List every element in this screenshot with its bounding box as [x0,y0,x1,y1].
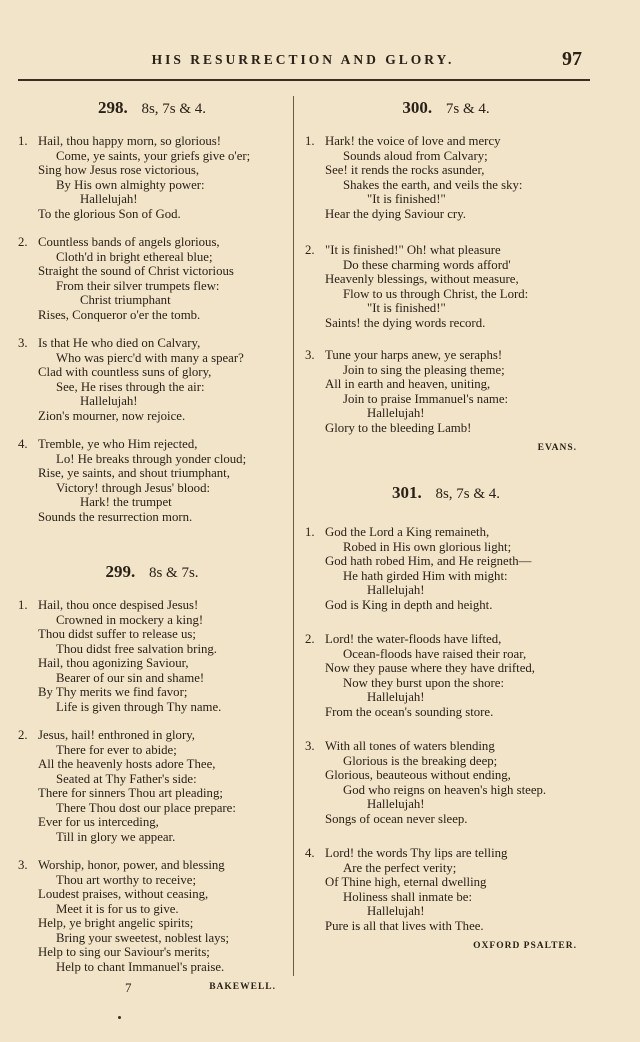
stanza-number: 4. [18,437,28,451]
stanza [18,728,286,844]
verse-line: Rises, Conqueror o'er the tomb. [38,307,201,322]
running-head [0,48,640,76]
verse-line: Hallelujah! [80,192,138,206]
verse-line: There for sinners Thou art pleading; [38,786,223,800]
verse-line: 1. Hail, thou once despised Jesus! [18,598,199,612]
verse-line: Sounds the resurrection morn. [38,509,193,524]
verse-line: "It is finished!" [367,301,446,315]
verse-line: Rise, ye saints, and shout triumphant, [38,466,230,480]
verse-line: 1. Hail, thou happy morn, so glorious! [18,134,222,148]
verse-line: Hallelujah! [367,583,425,597]
hymn-298 [18,96,286,524]
stanza [18,437,286,524]
verse-line: Cloth'd in bright ethereal blue; [56,249,213,264]
verse-line: By Thy merits we find favor; [38,685,188,699]
verse-line: Sing how Jesus rose victorious, [38,163,200,177]
stanza-number: 3. [18,858,28,872]
verse-line: Crowned in mockery a king! [56,612,204,627]
verse-line: Glorious, beauteous without ending, [325,768,511,782]
stanza [305,243,587,330]
verse-line: 3. Is that He who died on Calvary, [18,336,201,350]
hymn-header [18,560,286,584]
verse-line: Meet it is for us to give. [56,901,179,916]
verse-line: 3. Worship, honor, power, and blessing [18,858,225,872]
verse-line: See, He rises through the air: [56,379,205,394]
hymn-meter: 8s, 7s & 4. [435,486,501,502]
stanza-number: 3. [305,348,315,362]
verse-line: Heavenly blessings, without measure, [325,272,519,286]
verse-line: Clad with countless suns of glory, [38,365,212,379]
verse-line: Hail, thou agonizing Saviour, [38,656,189,670]
stanza [18,858,286,974]
hymn-300 [305,96,587,453]
stanza-number: 3. [18,336,28,350]
stanza-number: 1. [305,134,315,148]
stanza [305,846,587,933]
verse-line: Hear the dying Saviour cry. [325,206,466,221]
author-credit: OXFORD PSALTER. [473,941,577,951]
left-column [18,96,286,992]
verse-line: Bearer of our sin and shame! [56,670,205,685]
hymn-301 [305,481,587,951]
stanza [305,348,587,435]
verse-line: Now they burst upon the shore: [343,675,505,690]
hymn-meter: 7s & 4. [445,101,490,117]
hymn-header [305,96,587,120]
verse-line: 1. God the Lord a King remaineth, [305,525,490,539]
verse-line: Thou art worthy to receive; [56,872,197,887]
verse-line: Till in glory we appear. [56,829,176,844]
stanza-number: 1. [18,598,28,612]
ink-speck [118,1016,121,1019]
stanza-number: 2. [305,243,315,257]
stanza-number: 1. [305,525,315,539]
verse-line: Bring your sweetest, noblest lays; [56,930,230,945]
hymn-meter: 8s & 7s. [148,565,199,581]
verse-line: Saints! the dying words record. [325,315,486,330]
verse-line: Glory to the bleeding Lamb! [325,420,472,435]
verse-line: Do these charming words afford' [343,257,511,272]
verse-line: Thou didst suffer to release us; [38,627,196,641]
verse-line: Hallelujah! [80,394,138,408]
verse-line: Come, ye saints, your griefs give o'er; [56,148,251,163]
hymn-number: 300. [402,98,433,117]
hymn-header [18,96,286,120]
verse-line: 1. Hark! the voice of love and mercy [305,134,501,148]
verse-line: Shakes the earth, and veils the sky: [343,177,523,192]
stanza [305,632,587,719]
verse-line: Robed in His own glorious light; [343,539,512,554]
verse-line: See! it rends the rocks asunder, [325,163,485,177]
verse-line: Who was pierc'd with many a spear? [56,350,244,365]
header-rule [18,79,590,81]
verse-line: 3. With all tones of waters blending [305,739,495,753]
verse-line: 4. Tremble, ye who Him rejected, [18,437,198,451]
stanza [18,336,286,423]
verse-line: Flow to us through Christ, the Lord: [343,286,529,301]
verse-line: Seated at Thy Father's side: [56,771,197,786]
stanza [18,134,286,221]
verse-line: To the glorious Son of God. [38,206,181,221]
verse-line: He hath girded Him with might: [343,568,508,583]
verse-line: "It is finished!" [367,192,446,206]
author-credit: BAKEWELL. [209,982,276,992]
verse-line: 4. Lord! the words Thy lips are telling [305,846,508,860]
verse-line: Ocean-floods have raised their roar, [343,646,527,661]
verse-line: 2. "It is finished!" Oh! what pleasure [305,243,501,257]
hymn-number: 298. [97,98,128,117]
hymn-299 [18,560,286,992]
verse-line: Pure is all that lives with Thee. [325,918,484,933]
stanza-number: 2. [305,632,315,646]
verse-line: Zion's mourner, now rejoice. [38,408,186,423]
right-column [305,96,587,951]
verse-line: There for ever to abide; [56,742,177,757]
verse-line: Hark! the trumpet [80,495,172,509]
hymn-number: 299. [105,562,136,581]
verse-line: Loudest praises, without ceasing, [38,887,209,901]
verse-line: Christ triumphant [80,293,171,307]
verse-line: Help to sing our Saviour's merits; [38,945,210,959]
column-divider [293,96,294,976]
verse-line: Life is given through Thy name. [56,699,222,714]
verse-line: Hallelujah! [367,406,425,420]
hymn-meter: 8s, 7s & 4. [141,101,207,117]
stanza [305,525,587,612]
verse-line: 2. Countless bands of angels glorious, [18,235,220,249]
stanza-number: 2. [18,728,28,742]
stanza-number: 2. [18,235,28,249]
hymn-number: 301. [391,483,422,502]
verse-line: 2. Jesus, hail! enthroned in glory, [18,728,195,742]
signature-mark: 7 [125,980,132,995]
verse-line: Join to praise Immanuel's name: [343,391,509,406]
verse-line: 2. Lord! the water-floods have lifted, [305,632,502,646]
verse-line: All the heavenly hosts adore Thee, [38,757,216,771]
running-title: HIS RESURRECTION AND GLORY. [151,52,455,67]
verse-line: Victory! through Jesus' blood: [56,480,211,495]
verse-line: God is King in depth and height. [325,597,493,612]
verse-line: Sounds aloud from Calvary; [343,148,488,163]
verse-line: Are the perfect verity; [343,860,457,875]
verse-line: Hallelujah! [367,797,425,811]
verse-line: Thou didst free salvation bring. [56,641,217,656]
verse-line: Now they pause where they have drifted, [325,661,536,675]
stanza [18,598,286,714]
verse-line: God hath robed Him, and He reigneth— [325,554,532,568]
verse-line: From their silver trumpets flew: [56,278,220,293]
verse-line: Hallelujah! [367,690,425,704]
hymn-header [305,481,587,505]
verse-line: By His own almighty power: [56,177,205,192]
verse-line: Songs of ocean never sleep. [325,811,468,826]
stanza [18,235,286,322]
stanza [305,134,587,221]
verse-line: Holiness shall inmate be: [343,889,473,904]
verse-line: Straight the sound of Christ victorious [38,264,234,278]
stanza-number: 3. [305,739,315,753]
verse-line: God who reigns on heaven's high steep. [343,782,547,797]
page-number: 97 [562,48,582,70]
verse-line: All in earth and heaven, uniting, [325,377,491,391]
verse-line: Help, ye bright angelic spirits; [38,916,194,930]
verse-line: Lo! He breaks through yonder cloud; [56,451,247,466]
verse-line: Of Thine high, eternal dwelling [325,875,487,889]
verse-line: From the ocean's sounding store. [325,704,494,719]
verse-line: 3. Tune your harps anew, ye seraphs! [305,348,503,362]
verse-line: Ever for us interceding, [38,815,159,829]
verse-line: There Thou dost our place prepare: [56,800,236,815]
verse-line: Join to sing the pleasing theme; [343,362,505,377]
author-credit: EVANS. [537,443,577,453]
verse-line: Hallelujah! [367,904,425,918]
stanza-number: 1. [18,134,28,148]
stanza [305,739,587,826]
verse-line: Glorious is the breaking deep; [343,753,498,768]
verse-line: Help to chant Immanuel's praise. [56,959,225,974]
stanza-number: 4. [305,846,315,860]
